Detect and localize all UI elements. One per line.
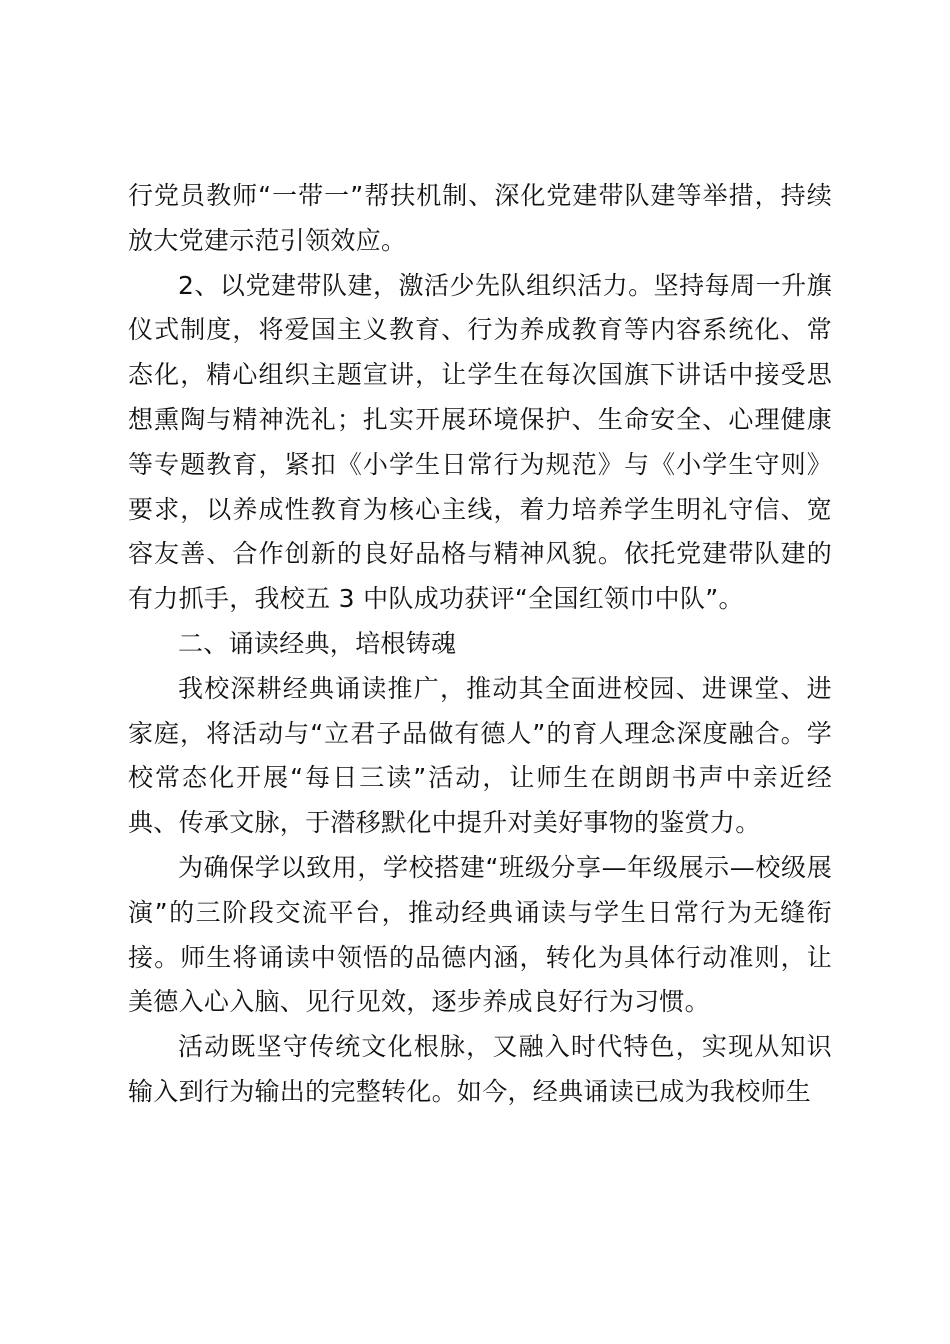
paragraph-tradition-modern: 活动既坚守传统文化根脉，又融入时代特色，实现从知识输入到行为输出的完整转化。如今，经典诵读已成为我校师生: [128, 1032, 832, 1106]
section-heading-classics: 二、诵读经典，培根铸魂: [178, 628, 457, 658]
document-body: [128, 174, 832, 1115]
paragraph-continuation: 行党员教师“一带一”帮扶机制、深化党建带队建等举措，持续放大党建示范引领效应。: [128, 181, 832, 255]
paragraph-three-stage-platform: 为确保学以致用，学校搭建“班级分享—年级展示—校级展演”的三阶段交流平台，推动经典诵读与学生日常行为无缝衔接。师生将诵读中领悟的品德内涵，转化为具体行动准则，让美德入心入脑、见行见效，逐步养成良好行为习惯。: [128, 852, 832, 1017]
paragraph-classics-promotion: 我校深耕经典诵读推广，推动其全面进校园、进课堂、进家庭，将活动与“立君子品做有德人”的育人理念深度融合。学校常态化开展“每日三读”活动，让师生在朗朗书声中亲近经典、传承文脉，于潜移默化中提升对美好事物的鉴赏力。: [128, 673, 832, 838]
paragraph-party-building-pioneers: 2、以党建带队建，激活少先队组织活力。坚持每周一升旗仪式制度，将爱国主义教育、行为养成教育等内容系统化、常态化，精心组织主题宣讲，让学生在每次国旗下讲话中接受思想熏陶与精神洗礼；扎实开展环境保护、生命安全、心理健康等专题教育，紧扣《小学生日常行为规范》与《小学生守则》要求，以养成性教育为核心主线，着力培养学生明礼守信、宽容友善、合作创新的良好品格与精神风貌。依托党建带队建的有力抓手，我校五 3 中队成功获评“全国红领巾中队”。: [128, 270, 832, 614]
